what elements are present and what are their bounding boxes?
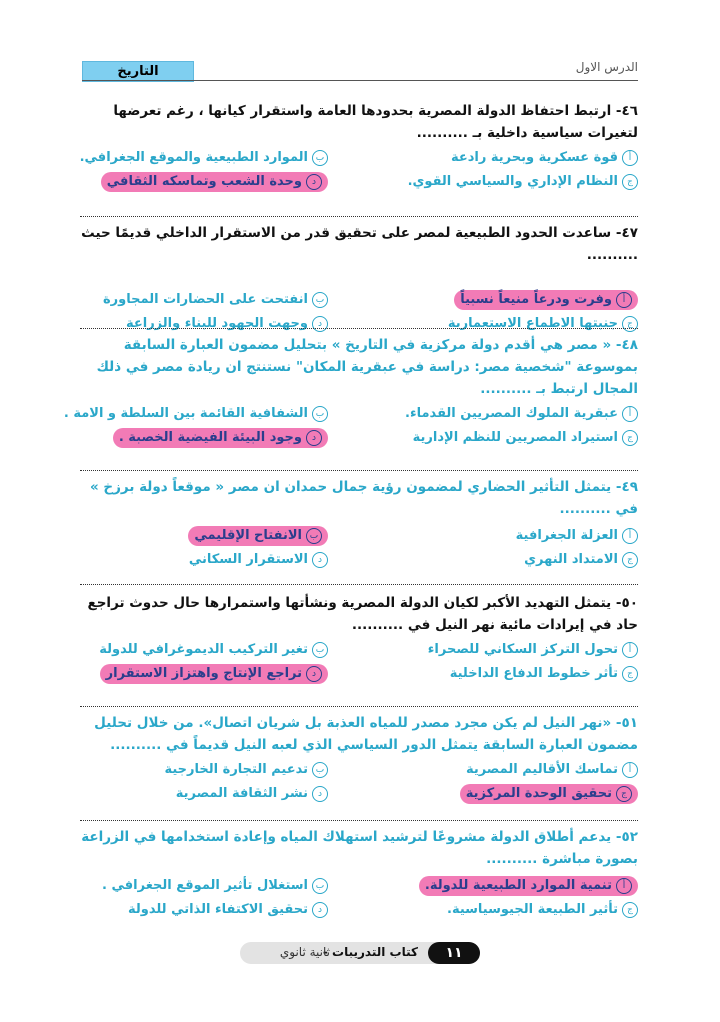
option-c[interactable]: جالنظام الإداري والسياسي القوي. xyxy=(408,172,638,192)
option-d-highlighted[interactable]: دتراجع الإنتاج واهتزاز الاستقرار xyxy=(100,664,328,684)
question-divider xyxy=(80,328,638,329)
options xyxy=(80,876,638,928)
lesson-label: الدرس الاول xyxy=(575,60,638,74)
option-c[interactable]: جاستيراد المصريين للنظم الإدارية xyxy=(413,428,638,448)
option-b[interactable]: بالشفافية القائمة بين السلطة و الامة . xyxy=(64,404,328,424)
option-a-highlighted[interactable]: أتنمية الموارد الطبيعية للدولة. xyxy=(419,876,638,896)
question-47 xyxy=(80,222,638,342)
option-b[interactable]: بتدعيم التجارة الخارجية xyxy=(164,760,328,780)
option-b[interactable]: بالموارد الطبيعية والموقع الجغرافي. xyxy=(80,148,328,168)
grade-level: ثانية ثانوي xyxy=(279,945,330,959)
question-divider xyxy=(80,706,638,707)
option-d[interactable]: دوجهت الجهود للبناء والزراعة xyxy=(126,314,328,334)
question-48 xyxy=(63,334,638,456)
question-divider xyxy=(80,584,638,585)
question-50 xyxy=(80,592,638,692)
question-46 xyxy=(80,100,638,200)
option-d-highlighted[interactable]: دوحدة الشعب وتماسكه الثقافي xyxy=(101,172,328,192)
page-number: ١١ xyxy=(428,942,480,964)
options xyxy=(80,526,638,578)
header-divider xyxy=(82,80,638,81)
option-b[interactable]: بانفتحت على الحضارات المجاورة xyxy=(103,290,328,310)
option-a[interactable]: أتحول التركز السكاني للصحراء xyxy=(428,640,638,660)
option-a[interactable]: أتماسك الأقاليم المصرية xyxy=(466,760,638,780)
option-c-highlighted[interactable]: جتحقيق الوحدة المركزية xyxy=(460,784,638,804)
option-d[interactable]: دالاستقرار السكاني xyxy=(189,550,328,570)
question-divider xyxy=(80,470,638,471)
options xyxy=(80,148,638,200)
option-c[interactable]: ججنبتها الاطماع الاستعمارية xyxy=(448,314,638,334)
option-d[interactable]: دنشر الثقافة المصرية xyxy=(176,784,328,804)
options xyxy=(80,640,638,692)
question-49 xyxy=(80,476,638,578)
book-title: كتاب التدريبات - xyxy=(322,945,418,959)
question-stem: ٥١- «نهر النيل لم يكن مجرد مصدر للمياه العذبة بل شريان اتصال». من خلال تحليل مضمون العبارة السابقة يتمثل الدور السياسي الذي لعبه النيل قديماً في .......... xyxy=(94,715,638,753)
question-divider xyxy=(80,820,638,821)
question-stem: ٥٠- يتمثل التهديد الأكبر لكيان الدولة المصرية ونشأتها واستمرارها حال حدوث تراجع حاد في إيرادات مائية نهر النيل في .......... xyxy=(87,595,638,633)
question-divider xyxy=(80,216,638,217)
options xyxy=(80,760,638,812)
question-stem: ٤٧- ساعدت الحدود الطبيعية لمصر على تحقيق قدر من الاستقرار الداخلي قديمًا حيث .......... xyxy=(81,225,638,263)
question-stem: ٤٩- يتمثل التأثير الحضاري لمضمون رؤية جمال حمدان ان مصر « موقعاً دولة برزخ » في .......... xyxy=(90,479,638,517)
page-footer xyxy=(240,942,480,964)
option-b-highlighted[interactable]: بالانفتاح الإقليمي xyxy=(188,526,328,546)
option-c[interactable]: جتأثير الطبيعة الجيوسياسية. xyxy=(447,900,638,920)
subject-title: التاريخ xyxy=(82,61,194,82)
question-stem: ٤٦- ارتبط احتفاظ الدولة المصرية بحدودها العامة واستقرار كيانها ، رغم تعرضها لتغيرات سياسية داخلية بـ .......... xyxy=(113,103,638,141)
option-a[interactable]: أقوة عسكرية وبحرية رادعة xyxy=(451,148,638,168)
question-stem: ٤٨- « مصر هي أقدم دولة مركزية في التاريخ » بتحليل مضمون العبارة السابقة بموسوعة "شخصية مصر: دراسة في عبقرية المكان" نستنتج ان ريادة مصر في ذلك المجال ارتبط بـ .......... xyxy=(96,337,638,397)
option-a-highlighted[interactable]: أوفرت ودرعاً منيعاً نسبياً xyxy=(454,290,638,310)
options xyxy=(63,404,638,456)
question-stem: ٥٢- يدعم أطلاق الدولة مشروعًا لترشيد استهلاك المياه وإعادة استخدامها في الزراعة بصورة مباشرة .......... xyxy=(81,829,638,867)
question-52 xyxy=(80,826,638,928)
option-d-highlighted[interactable]: دوجود البيئة الفيضية الخصبة . xyxy=(113,428,328,448)
option-c[interactable]: جتأثر خطوط الدفاع الداخلية xyxy=(450,664,638,684)
option-c[interactable]: جالامتداد النهري xyxy=(524,550,638,570)
option-a[interactable]: أالعزلة الجغرافية xyxy=(516,526,638,546)
option-d[interactable]: دتحقيق الاكتفاء الذاتي للدولة xyxy=(128,900,328,920)
option-a[interactable]: أعبقرية الملوك المصريين القدماء. xyxy=(405,404,638,424)
question-51 xyxy=(80,712,638,812)
option-b[interactable]: باستغلال تأثير الموقع الجغرافي . xyxy=(102,876,328,896)
option-b[interactable]: بتغير التركيب الديموغرافي للدولة xyxy=(99,640,328,660)
